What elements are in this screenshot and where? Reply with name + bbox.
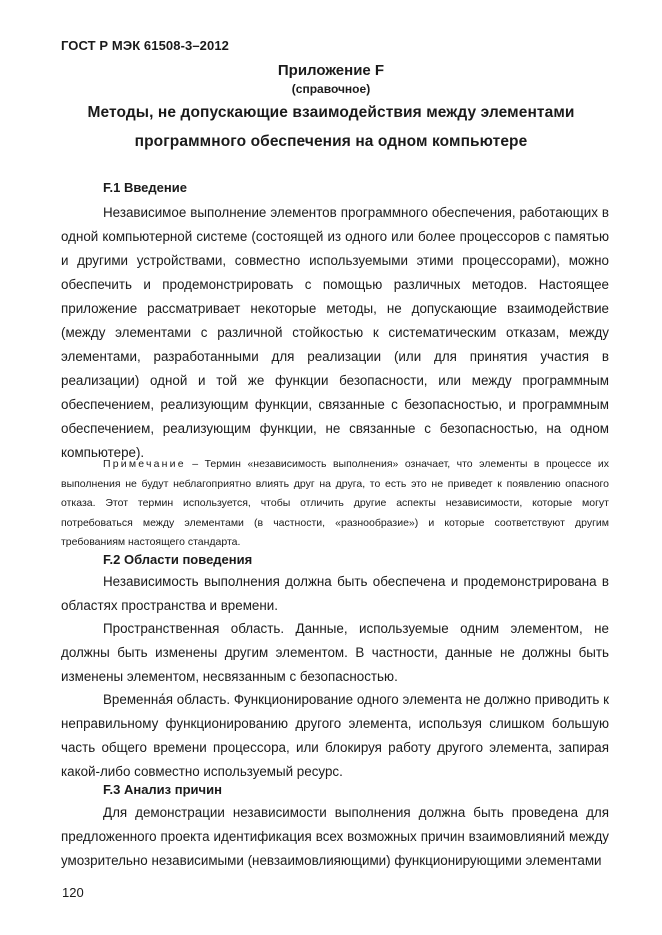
paragraph: Временна́я область. Функционирование одного элемента не должно приводить к неправильному функционированию другого элемента, используя слишком большую часть общего времени процессора, или блокируя работу другого элемента, запирая какой-либо совместно используемый ресурс. bbox=[61, 692, 609, 779]
page-number: 120 bbox=[62, 885, 84, 900]
section-heading-f2: F.2 Области поведения bbox=[103, 552, 253, 567]
paragraph: Пространственная область. Данные, используемые одним элементом, не должны быть изменены другим элементом. В частности, данные не должны быть изменены элементом, несвязанным с безопасностью. bbox=[61, 621, 609, 684]
section-heading-f1: F.1 Введение bbox=[103, 180, 187, 195]
document-title-line-2: программного обеспечения на одном компьютере bbox=[134, 133, 528, 150]
appendix-subtitle: (справочное) bbox=[291, 82, 371, 96]
note-label: Примечание bbox=[103, 458, 186, 470]
paragraph: Независимость выполнения должна быть обеспечена и продемонстрирована в областях пространства и времени. bbox=[61, 574, 609, 613]
note bbox=[61, 455, 609, 553]
document-title-line-1: Методы, не допускающие взаимодействия между элементами bbox=[87, 104, 575, 121]
section-heading-f3: F.3 Анализ причин bbox=[103, 782, 222, 797]
paragraph: Для демонстрации независимости выполнения должна быть проведена для предложенного проекта идентификация всех возможных причин взаимовлияний между умозрительно независимыми (невзаимовлияющими) функционирующими элементами bbox=[61, 805, 609, 868]
appendix-title: Приложение F bbox=[277, 62, 385, 79]
standard-header: ГОСТ Р МЭК 61508-3–2012 bbox=[61, 38, 229, 53]
note-text: – Термин «независимость выполнения» означает, что элементы в процессе их выполнения не будут неблагоприятно влиять друг на друга, то есть это не приведет к появлению опасного отказа. Этот термин используется, чтобы отличить другие аспекты независимости, которые могут потребоваться между элементами (в частности, «разнообразие») и которые соответствуют другим требованиям настоящего стандарта. bbox=[61, 458, 609, 549]
paragraph: Независимое выполнение элементов программного обеспечения, работающих в одной компьютерной системе (состоящей из одного или более процессоров с памятью и другими устройствами, совместно используемыми этими процессорами), можно обеспечить и продемонстрировать с помощью различных методов. Настоящее приложение рассматривает некоторые методы, не допускающие взаимодействие (между элементами с различной стойкостью к систематическим отказам, между элементами, разработанными для реализации (или для принятия участия в реализации) одной и той же функции безопасности, или между программным обеспечением, реализующим функции, связанные с безопасностью, и программным обеспечением, реализующим функции, не связанные с безопасностью, на одном компьютере). bbox=[61, 205, 609, 460]
